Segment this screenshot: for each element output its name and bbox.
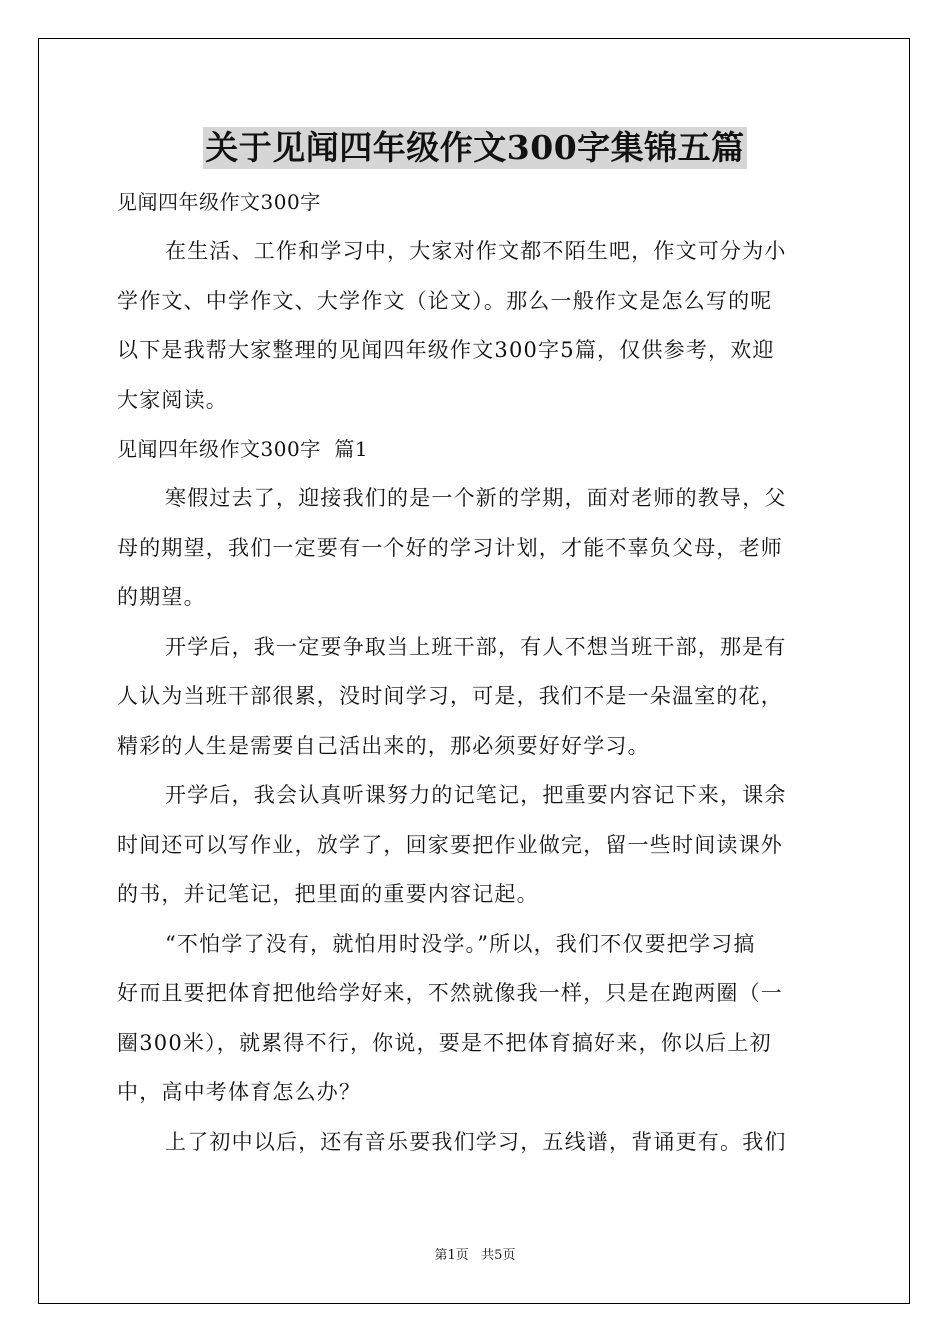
text-line: 精彩的人生是需要自己活出来的，那必须要好好学习。 bbox=[117, 733, 650, 758]
text-line: 母的期望，我们一定要有一个好的学习计划，才能不辜负父母，老师 bbox=[117, 535, 783, 560]
text-line: 圈300米），就累得不行，你说，要是不把体育搞好来，你以后上初 bbox=[117, 1030, 772, 1055]
section-heading: 见闻四年级作文300字 篇1 bbox=[117, 437, 369, 461]
document-title: 关于见闻四年级作文300字集锦五篇 bbox=[205, 128, 745, 167]
text-line: 以下是我帮大家整理的见闻四年级作文300字5篇，仅供参考，欢迎 bbox=[117, 338, 775, 362]
text-line: 上了初中以后，还有音乐要我们学习，五线谱，背诵更有。我们 bbox=[165, 1129, 787, 1154]
document-subtitle: 见闻四年级作文300字 bbox=[117, 190, 321, 214]
paragraph-3 bbox=[117, 771, 835, 920]
page-footer: 第1页 共5页 bbox=[434, 1248, 516, 1263]
document-body bbox=[117, 178, 835, 1167]
text-line: “不怕学了没有，就怕用时没学。”所以，我们不仅要把学习搞 bbox=[165, 931, 756, 956]
text-line: 在生活、工作和学习中，大家对作文都不陌生吧，作文可分为小 bbox=[165, 239, 787, 263]
text-line: 开学后，我会认真听课努力的记笔记，把重要内容记下来，课余 bbox=[165, 783, 787, 807]
text-line: 人认为当班干部很累，没时间学习，可是，我们不是一朵温室的花， bbox=[117, 684, 783, 708]
paragraph-2 bbox=[117, 623, 835, 772]
text-line: 中，高中考体育怎么办？ bbox=[117, 1080, 362, 1104]
title-container bbox=[0, 127, 950, 169]
paragraph-5 bbox=[117, 1118, 835, 1168]
text-line: 大家阅读。 bbox=[117, 387, 228, 412]
text-line: 学作文、中学作文、大学作文（论文）。那么一般作文是怎么写的呢 bbox=[117, 288, 773, 313]
text-line: 寒假过去了，迎接我们的是一个新的学期，面对老师的教导，父 bbox=[165, 486, 787, 510]
paragraph-1 bbox=[117, 474, 835, 623]
text-line: 的书，并记笔记，把里面的重要内容记起。 bbox=[117, 882, 539, 906]
intro-paragraph bbox=[117, 227, 835, 425]
text-line: 好而且要把体育把他给学好来，不然就像我一样，只是在跑两圈（一 bbox=[117, 981, 783, 1005]
text-line: 的期望。 bbox=[117, 585, 206, 609]
text-line: 开学后，我一定要争取当上班干部，有人不想当班干部，那是有 bbox=[165, 634, 787, 659]
text-line: 时间还可以写作业，放学了，回家要把作业做完，留一些时间读课外 bbox=[117, 832, 783, 857]
paragraph-4 bbox=[117, 920, 835, 1118]
